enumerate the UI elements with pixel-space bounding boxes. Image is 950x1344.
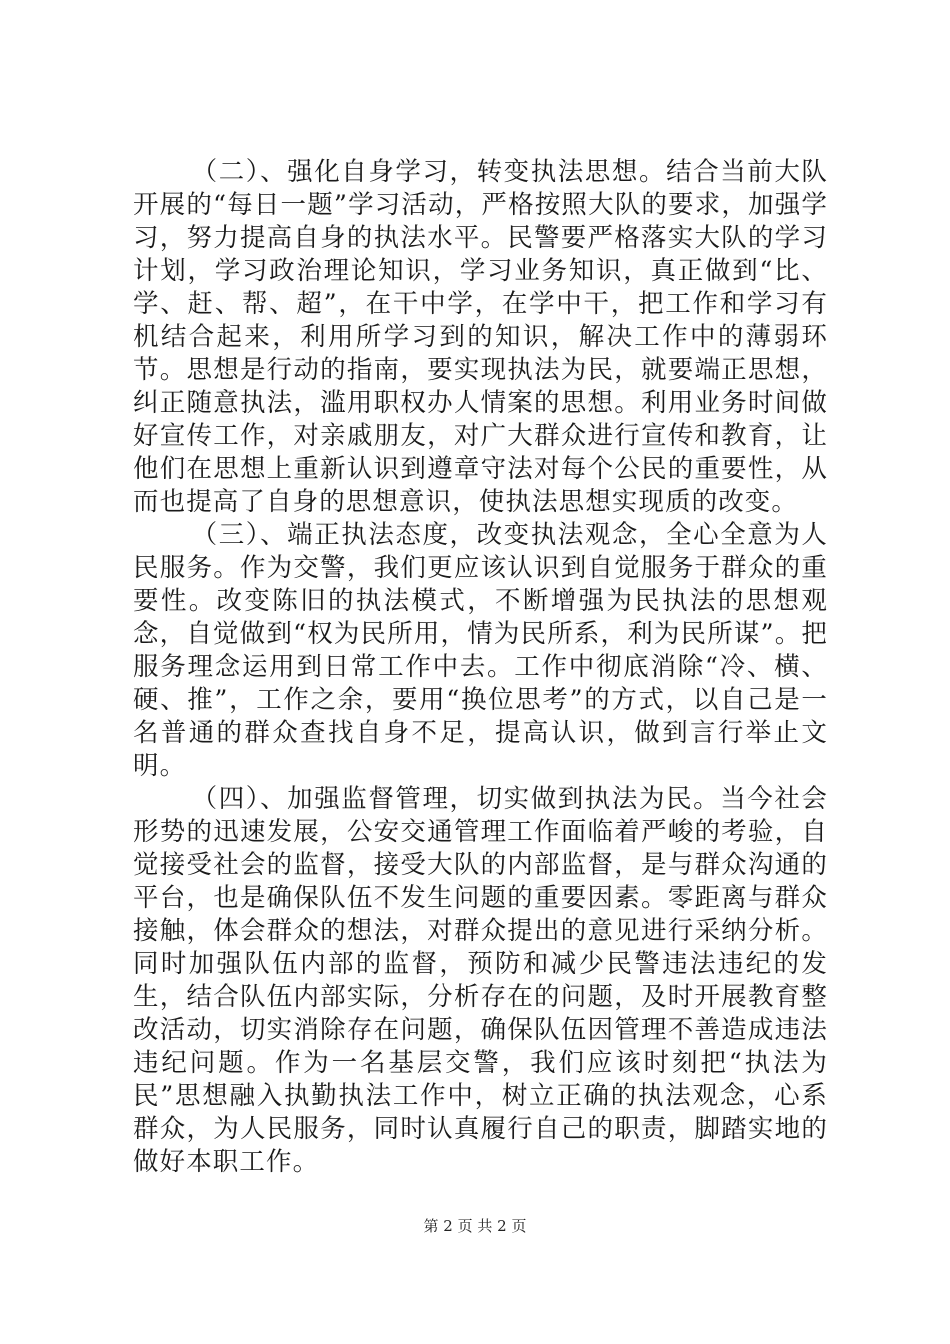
paragraph-section-4: （四）、加强监督管理，切实做到执法为民。当今社会形势的迅速发展，公安交通管理工作面临着严峻的考验，自觉接受社会的监督，接受大队的内部监督，是与群众沟通的平台，也是确保队伍不发生问题的重要因素。零距离与群众接触，体会群众的想法，对群众提出的意见进行采纳分析。同时加强队伍内部的监督，预防和减少民警违法违纪的发生，结合队伍内部实际，分析存在的问题，及时开展教育整改活动，切实消除存在问题，确保队伍因管理不善造成违法违纪问题。作为一名基层交警，我们应该时刻把“执法为民”思想融入执勤执法工作中，树立正确的执法观念，心系群众，为人民服务，同时认真履行自己的职责，脚踏实地的做好本职工作。 — [133, 784, 828, 1177]
paragraph-section-2: （二）、强化自身学习，转变执法思想。结合当前大队开展的“每日一题”学习活动，严格按照大队的要求，加强学习，努力提高自身的执法水平。民警要严格落实大队的学习计划，学习政治理论知识，学习业务知识，真正做到“比、学、赶、帮、超”，在干中学，在学中干，把工作和学习有机结合起来，利用所学习到的知识，解决工作中的薄弱环节。思想是行动的指南，要实现执法为民，就要端正思想，纠正随意执法，滥用职权办人情案的思想。利用业务时间做好宣传工作，对亲戚朋友，对广大群众进行宣传和教育，让他们在思想上重新认识到遵章守法对每个公民的重要性，从而也提高了自身的思想意识，使执法思想实现质的改变。 — [133, 157, 828, 517]
page-number-footer: 第 2 页 共 2 页 — [423, 1217, 527, 1235]
paragraph-section-3: （三）、端正执法态度，改变执法观念，全心全意为人民服务。作为交警，我们更应该认识到自觉服务于群众的重要性。改变陈旧的执法模式，不断增强为民执法的思想观念，自觉做到“权为民所用，情为民所系，利为民所谋”。把服务理念运用到日常工作中去。工作中彻底消除“冷、横、硬、推”，工作之余，要用“换位思考”的方式，以自己是一名普通的群众查找自身不足，提高认识，做到言行举止文明。 — [133, 520, 828, 781]
document-body — [133, 156, 828, 1179]
